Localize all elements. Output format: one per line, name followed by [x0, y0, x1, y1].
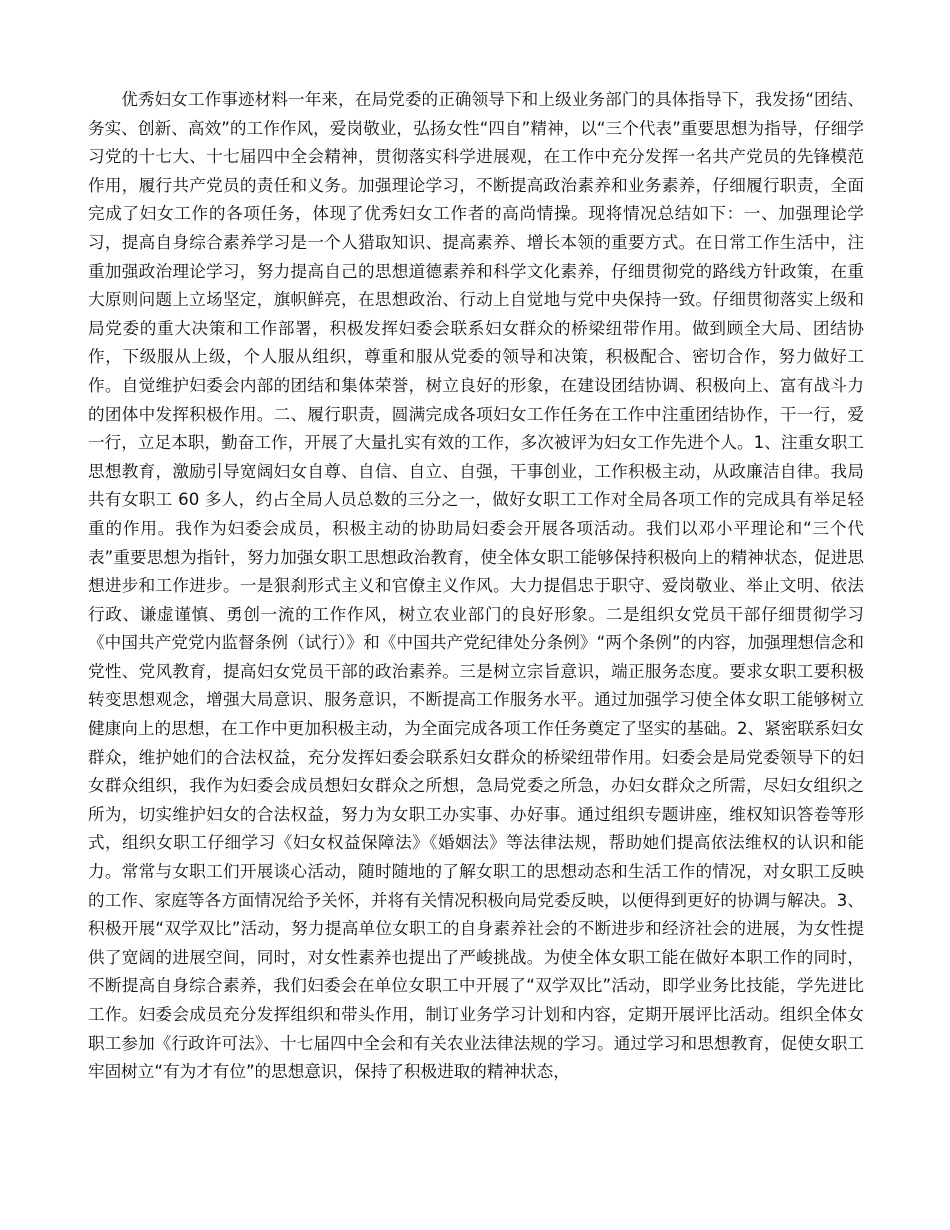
- body-paragraph: 优秀妇女工作事迹材料一年来，在局党委的正确领导下和上级业务部门的具体指导下，我发扬“团结、务实、创新、高效”的工作作风，爱岗敬业，弘扬女性“四自”精神，以“三个代表”重要思想为指导，仔细学习党的十七大、十七届四中全会精神，贯彻落实科学进展观，在工作中充分发挥一名共产党员的先锋模范作用，履行共产党员的责任和义务。加强理论学习，不断提高政治素养和业务素养，仔细履行职责，全面完成了妇女工作的各项任务，体现了优秀妇女工作者的高尚情操。现将情况总结如下：一、加强理论学习，提高自身综合素养学习是一个人猎取知识、提高素养、增长本领的重要方式。在日常工作生活中，注重加强政治理论学习，努力提高自己的思想道德素养和科学文化素养，仔细贯彻党的路线方针政策，在重大原则问题上立场坚定，旗帜鲜亮，在思想政治、行动上自觉地与党中央保持一致。仔细贯彻落实上级和局党委的重大决策和工作部署，积极发挥妇委会联系妇女群众的桥梁纽带作用。做到顾全大局、团结协作，下级服从上级，个人服从组织，尊重和服从党委的领导和决策，积极配合、密切合作，努力做好工作。自觉维护妇委会内部的团结和集体荣誉，树立良好的形象，在建设团结协调、积极向上、富有战斗力的团体中发挥积极作用。二、履行职责，圆满完成各项妇女工作任务在工作中注重团结协作，干一行，爱一行，立足本职，勤奋工作，开展了大量扎实有效的工作，多次被评为妇女工作先进个人。1、注重女职工思想教育，激励引导宽阔妇女自尊、自信、自立、自强，干事创业，工作积极主动，从政廉洁自律。我局共有女职工 60 多人，约占全局人员总数的三分之一，做好女职工工作对全局各项工作的完成具有举足轻重的作用。我作为妇委会成员，积极主动的协助局妇委会开展各项活动。我们以邓小平理论和“三个代表”重要思想为指针，努力加强女职工思想政治教育，使全体女职工能够保持积极向上的精神状态，促进思想进步和工作进步。一是狠刹形式主义和官僚主义作风。大力提倡忠于职守、爱岗敬业、举止文明、依法行政、谦虚谨慎、勇创一流的工作作风，树立农业部门的良好形象。二是组织女党员干部仔细贯彻学习《中国共产党党内监督条例（试行）》和《中国共产党纪律处分条例》“两个条例”的内容，加强理想信念和党性、党风教育，提高妇女党员干部的政治素养。三是树立宗旨意识，端正服务态度。要求女职工要积极转变思想观念，增强大局意识、服务意识，不断提高工作服务水平。通过加强学习使全体女职工能够树立健康向上的思想，在工作中更加积极主动，为全面完成各项工作任务奠定了坚实的基础。2、紧密联系妇女群众，维护她们的合法权益，充分发挥妇委会联系妇女群众的桥梁纽带作用。妇委会是局党委领导下的妇女群众组织，我作为妇委会成员想妇女群众之所想，急局党委之所急，办妇女群众之所需，尽妇女组织之所为，切实维护妇女的合法权益，努力为女职工办实事、办好事。通过组织专题讲座，维权知识答卷等形式，组织女职工仔细学习《妇女权益保障法》《婚姻法》等法律法规，帮助她们提高依法维权的认识和能力。常常与女职工们开展谈心活动，随时随地的了解女职工的思想动态和生活工作的情况，对女职工反映的工作、家庭等各方面情况给予关怀，并将有关情况积极向局党委反映，以便得到更好的协调与解决。3、积极开展“双学双比”活动，努力提高单位女职工的自身素养社会的不断进步和经济社会的进展，为女性提供了宽阔的进展空间，同时，对女性素养也提出了严峻挑战。为使全体女职工能在做好本职工作的同时，不断提高自身综合素养，我们妇委会在单位女职工中开展了“双学双比”活动，即学业务比技能，学先进比工作。妇委会成员充分发挥组织和带头作用，制订业务学习计划和内容，定期开展评比活动。组织全体女职工参加《行政许可法》、十七届四中全会和有关农业法律法规的学习。通过学习和思想教育，促使女职工牢固树立“有为才有位”的思想意识，保持了积极进取的精神状态，: [88, 90, 864, 1082]
- document-page: [88, 86, 864, 1087]
